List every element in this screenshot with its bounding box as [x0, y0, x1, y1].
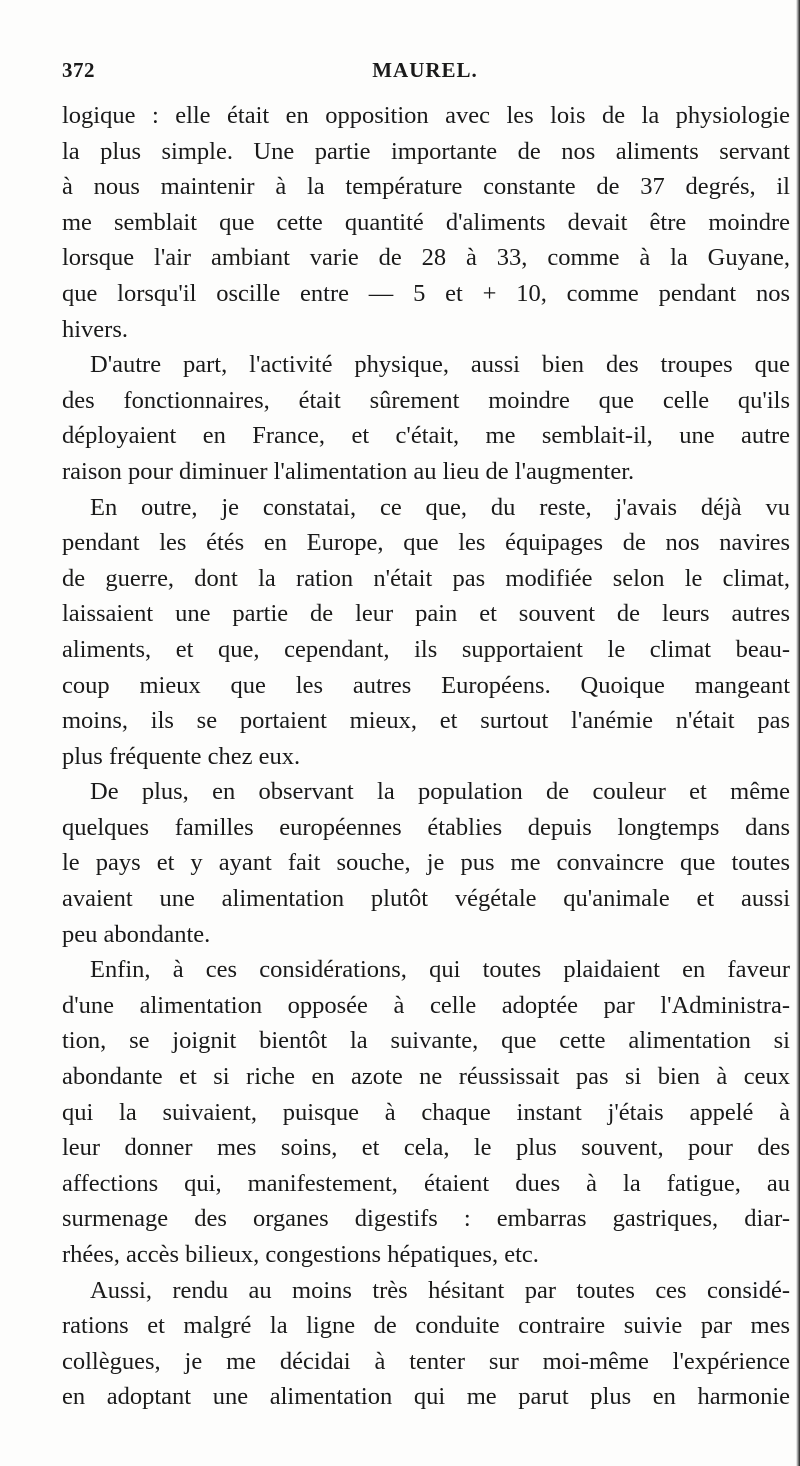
text-line: des fonctionnaires, était sûrement moindre que celle qu'ils	[62, 386, 790, 414]
text-line: peu abondante.	[62, 920, 211, 948]
text-line: en adoptant une alimentation qui me parut plus en harmonie	[62, 1383, 790, 1411]
text-line: le pays et y ayant fait souche, je pus me convaincre que toutes	[62, 849, 790, 877]
page-number: 372	[62, 58, 95, 82]
text-line: moins, ils se portaient mieux, et surtout l'anémie n'était pas	[62, 707, 790, 735]
text-line: avaient une alimentation plutôt végétale qu'animale et aussi	[62, 885, 790, 913]
paragraph-start: Aussi, rendu au moins très hésitant par toutes ces considé-	[90, 1276, 790, 1304]
paragraph-start: Enfin, à ces considérations, qui toutes plaidaient en faveur	[90, 956, 790, 984]
text-line: déployaient en France, et c'était, me semblait-il, une autre	[62, 422, 790, 450]
text-line: rhées, accès bilieux, congestions hépatiques, etc.	[62, 1241, 539, 1268]
paragraph-start: D'autre part, l'activité physique, aussi bien des troupes que	[90, 351, 790, 379]
text-line: affections qui, manifestement, étaient dues à la fatigue, au	[62, 1169, 790, 1197]
paragraph-start: De plus, en observant la population de couleur et même	[90, 778, 790, 806]
body-text	[62, 98, 790, 1415]
text-line: rations et malgré la ligne de conduite contraire suivie par mes	[62, 1312, 790, 1340]
text-line: collègues, je me décidai à tenter sur moi-même l'expérience	[62, 1347, 790, 1375]
text-line: plus fréquente chez eux.	[62, 742, 301, 770]
text-line: lorsque l'air ambiant varie de 28 à 33, comme à la Guyane,	[62, 244, 790, 272]
text-line: leur donner mes soins, et cela, le plus souvent, pour des	[62, 1134, 790, 1162]
text-line: abondante et si riche en azote ne réussissait pas si bien à ceux	[62, 1063, 790, 1091]
text-line: raison pour diminuer l'alimentation au lieu de l'augmenter.	[62, 457, 635, 485]
text-line: pendant les étés en Europe, que les équipages de nos navires	[62, 529, 790, 557]
text-line: quelques familles européennes établies depuis longtemps dans	[62, 813, 790, 841]
text-line: que lorsqu'il oscille entre — 5 et + 10, comme pendant nos	[62, 279, 790, 307]
text-line: logique : elle était en opposition avec les lois de la physiologie	[62, 102, 790, 129]
text-line: la plus simple. Une partie importante de nos aliments servant	[62, 137, 790, 165]
text-line: de guerre, dont la ration n'était pas modifiée selon le climat,	[62, 564, 790, 592]
page-edge-shadow	[796, 0, 800, 1466]
text-line: laissaient une partie de leur pain et souvent de leurs autres	[62, 600, 790, 628]
text-line: d'une alimentation opposée à celle adoptée par l'Administra-	[62, 991, 790, 1019]
text-line: me semblait que cette quantité d'aliments devait être moindre	[62, 208, 790, 236]
page-header	[62, 58, 788, 94]
text-line: qui la suivaient, puisque à chaque instant j'étais appelé à	[62, 1098, 790, 1126]
text-line: surmenage des organes digestifs : embarras gastriques, diar-	[62, 1205, 790, 1233]
text-line: coup mieux que les autres Européens. Quoique mangeant	[62, 671, 790, 699]
running-head: MAUREL.	[372, 58, 478, 82]
text-line: tion, se joignit bientôt la suivante, que cette alimentation si	[62, 1027, 790, 1055]
text-line: à nous maintenir à la température constante de 37 degrés, il	[62, 173, 790, 201]
text-line: aliments, et que, cependant, ils supportaient le climat beau-	[62, 635, 790, 663]
text-line: hivers.	[62, 315, 128, 343]
paragraph-start: En outre, je constatai, ce que, du reste, j'avais déjà vu	[90, 493, 790, 521]
